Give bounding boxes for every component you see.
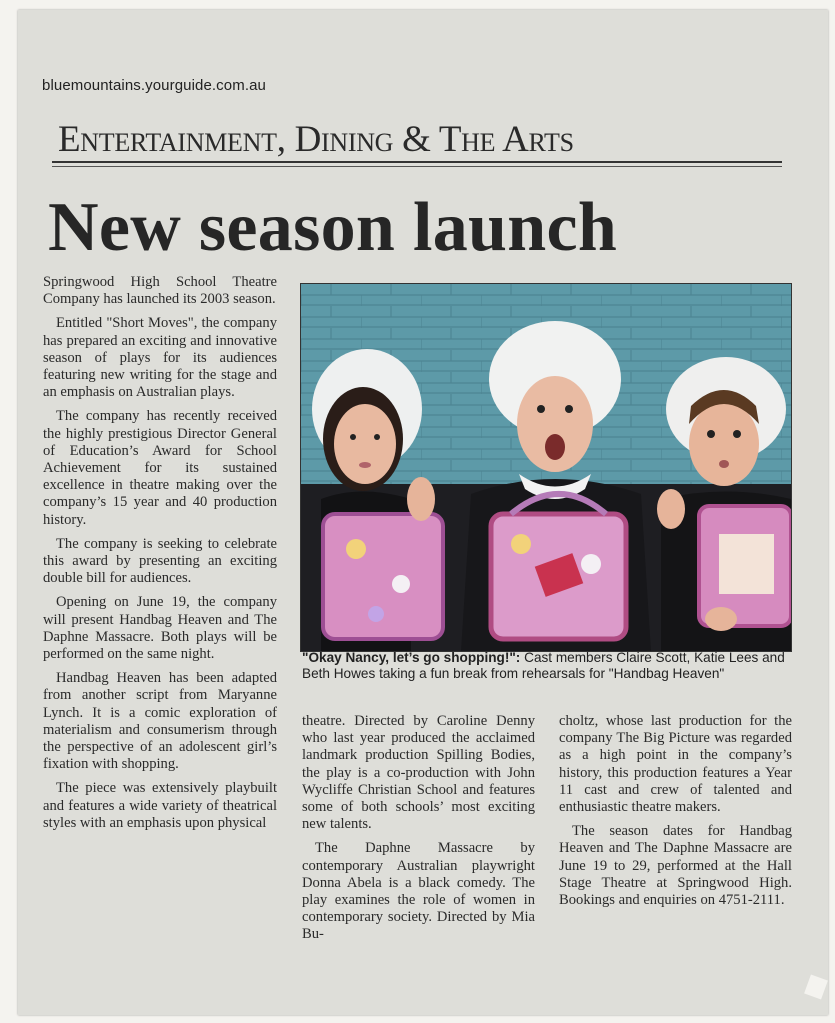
- headline: New season launch: [48, 189, 618, 266]
- article-column-1: [43, 274, 277, 839]
- article-column-2: [302, 713, 535, 951]
- cast-photo: [300, 283, 792, 652]
- section-rule: [52, 161, 782, 163]
- paragraph: The company has recently received the highly prestigious Director General of Education’s Award for School Achievement for its sustained excellence in theatre making over the company’s 15 year and 40 production history.: [43, 408, 277, 528]
- section-title: Entertainment, Dining & The Arts: [58, 119, 574, 160]
- cast-photo-illustration: [301, 284, 791, 651]
- paragraph: Handbag Heaven has been adapted from another script from Maryanne Lynch. It is a comic exploration of materialism and consumerism through the perspective of an adolescent girl’s fixation with shopping.: [43, 670, 277, 773]
- source-url: bluemountains.yourguide.com.au: [42, 77, 266, 94]
- paragraph: theatre. Directed by Caroline Denny who last year produced the acclaimed landmark production Spilling Bodies, the play is a co-production with John Wycliffe Christian School and features some of both schools’ most exciting new talents.: [302, 713, 535, 833]
- article-column-3: [559, 713, 792, 916]
- section-rule-thin: [52, 166, 782, 167]
- photo-caption: [302, 650, 794, 682]
- paragraph: The company is seeking to celebrate this award by presenting an exciting double bill for audiences.: [43, 535, 277, 587]
- paragraph: Springwood High School Theatre Company has launched its 2003 season.: [43, 274, 277, 308]
- paragraph: Entitled "Short Moves", the company has prepared an exciting and innovative season of plays for its audiences featuring new writing for the stage and an emphasis on Australian plays.: [43, 315, 277, 401]
- paragraph: Opening on June 19, the company will present Handbag Heaven and The Daphne Massacre. Both plays will be performed on the same night.: [43, 594, 277, 663]
- paragraph: The Daphne Massacre by contemporary Australian playwright Donna Abela is a black comedy. The play examines the role of women in contemporary society. Directed by Mia Bu-: [302, 840, 535, 943]
- paragraph: choltz, whose last production for the company The Big Picture was regarded as a high point in the company’s history, this production features a Year 11 cast and crew of talented and enthusiastic theatre makers.: [559, 713, 792, 816]
- paragraph: The season dates for Handbag Heaven and The Daphne Massacre are June 19 to 29, performed at the Hall Stage Theatre at Springwood High. Bookings and enquiries on 4751-2111.: [559, 823, 792, 909]
- caption-text: Cast members Claire Scott, Katie Lees and Beth Howes taking a fun break from rehearsals for "Handbag Heaven": [302, 650, 785, 682]
- caption-lead: "Okay Nancy, let’s go shopping!":: [302, 650, 521, 665]
- paragraph: The piece was extensively playbuilt and features a wide variety of theatrical styles with an emphasis upon physical: [43, 780, 277, 831]
